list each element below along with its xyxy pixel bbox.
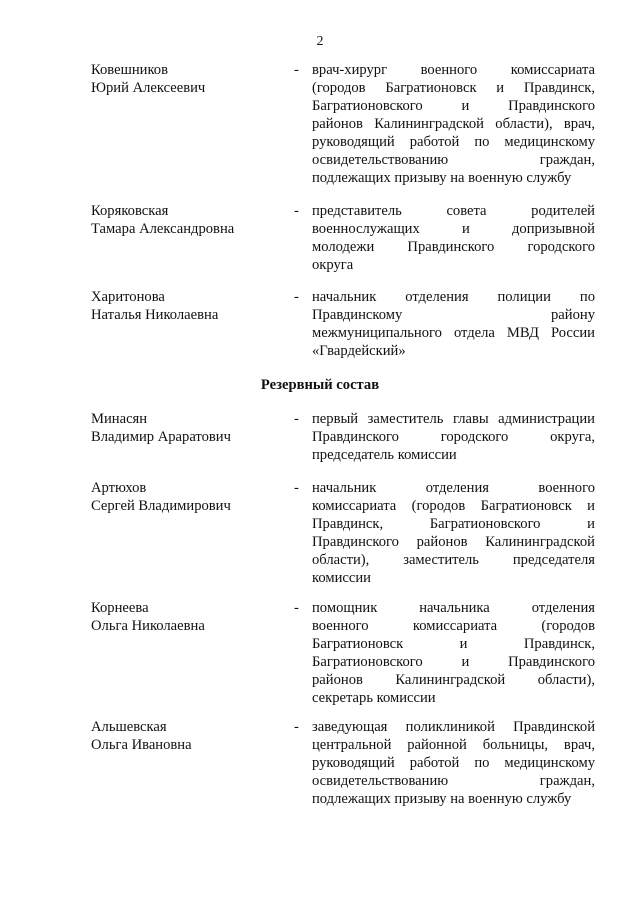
role-line: подлежащих призыву на военную службу	[312, 170, 572, 186]
role-line: военного комиссариата (городов	[312, 618, 595, 634]
dash-separator: -	[294, 62, 299, 78]
role-line: представитель совета родителей	[312, 203, 595, 219]
dash-separator: -	[294, 289, 299, 305]
role-line: председатель комиссии	[312, 447, 457, 463]
member-surname: Корнеева	[91, 600, 149, 616]
dash-separator: -	[294, 411, 299, 427]
role-line: Правдинского городского округа,	[312, 429, 595, 445]
member-surname: Артюхов	[91, 480, 147, 496]
role-line: врач-хирург военного комиссариата	[312, 62, 595, 78]
dash-separator: -	[294, 203, 299, 219]
role-line: Багратионовского и Правдинского	[312, 98, 595, 114]
member-role	[312, 202, 595, 274]
member-name	[91, 718, 281, 754]
role-line: области), заместитель председателя	[312, 552, 595, 568]
member-given-names: Наталья Николаевна	[91, 307, 219, 323]
member-role	[312, 599, 595, 707]
member-surname: Харитонова	[91, 289, 165, 305]
member-name	[91, 61, 281, 97]
member-name	[91, 479, 281, 515]
role-line: межмуниципального отдела МВД России	[312, 325, 595, 341]
reserve-section-heading: Резервный состав	[260, 377, 380, 393]
member-role	[312, 288, 595, 360]
role-line: Багратионовск и Правдинск,	[312, 636, 595, 652]
role-line: районов Калининградской области),	[312, 672, 595, 688]
member-given-names: Ольга Николаевна	[91, 618, 205, 634]
role-line: округа	[312, 257, 354, 273]
member-name	[91, 202, 281, 238]
dash-separator: -	[294, 719, 299, 735]
role-line: (городов Багратионовск и Правдинск,	[312, 80, 595, 96]
member-surname: Минасян	[91, 411, 148, 427]
member-name	[91, 599, 281, 635]
member-surname: Коряковская	[91, 203, 169, 219]
member-given-names: Ольга Ивановна	[91, 737, 192, 753]
role-line: молодежи Правдинского городского	[312, 239, 595, 255]
member-given-names: Владимир Араратович	[91, 429, 231, 445]
role-line: первый заместитель главы администрации	[312, 411, 595, 427]
page-number: 2	[316, 34, 324, 49]
member-surname: Альшевская	[91, 719, 167, 735]
member-given-names: Тамара Александровна	[91, 221, 235, 237]
role-line: комиссариата (городов Багратионовск и	[312, 498, 595, 514]
role-line: руководящий работой по медицинскому	[312, 134, 595, 150]
role-line: помощник начальника отделения	[312, 600, 595, 616]
role-line: Правдинск, Багратионовского и	[312, 516, 595, 532]
role-line: Багратионовского и Правдинского	[312, 654, 595, 670]
role-line: районов Калининградской области), врач,	[312, 116, 595, 132]
role-line: освидетельствованию граждан,	[312, 773, 595, 789]
role-line: освидетельствованию граждан,	[312, 152, 595, 168]
member-given-names: Юрий Алексеевич	[91, 80, 206, 96]
role-line: военнослужащих и допризывной	[312, 221, 595, 237]
role-line: Правдинского районов Калининградской	[312, 534, 595, 550]
role-line: заведующая поликлиникой Правдинской	[312, 719, 595, 735]
role-line: комиссии	[312, 570, 371, 586]
member-role	[312, 479, 595, 587]
member-role	[312, 410, 595, 464]
member-role	[312, 61, 595, 187]
member-role	[312, 718, 595, 808]
member-given-names: Сергей Владимирович	[91, 498, 231, 514]
member-name	[91, 288, 281, 324]
member-surname: Ковешников	[91, 62, 168, 78]
dash-separator: -	[294, 480, 299, 496]
role-line: секретарь комиссии	[312, 690, 436, 706]
role-line: начальник отделения военного	[312, 480, 595, 496]
role-line: «Гвардейский»	[312, 343, 406, 359]
role-line: Правдинскому району	[312, 307, 595, 323]
dash-separator: -	[294, 600, 299, 616]
role-line: начальник отделения полиции по	[312, 289, 595, 305]
role-line: центральной районной больницы, врач,	[312, 737, 595, 753]
role-line: руководящий работой по медицинскому	[312, 755, 595, 771]
member-name	[91, 410, 281, 446]
role-line: подлежащих призыву на военную службу	[312, 791, 572, 807]
